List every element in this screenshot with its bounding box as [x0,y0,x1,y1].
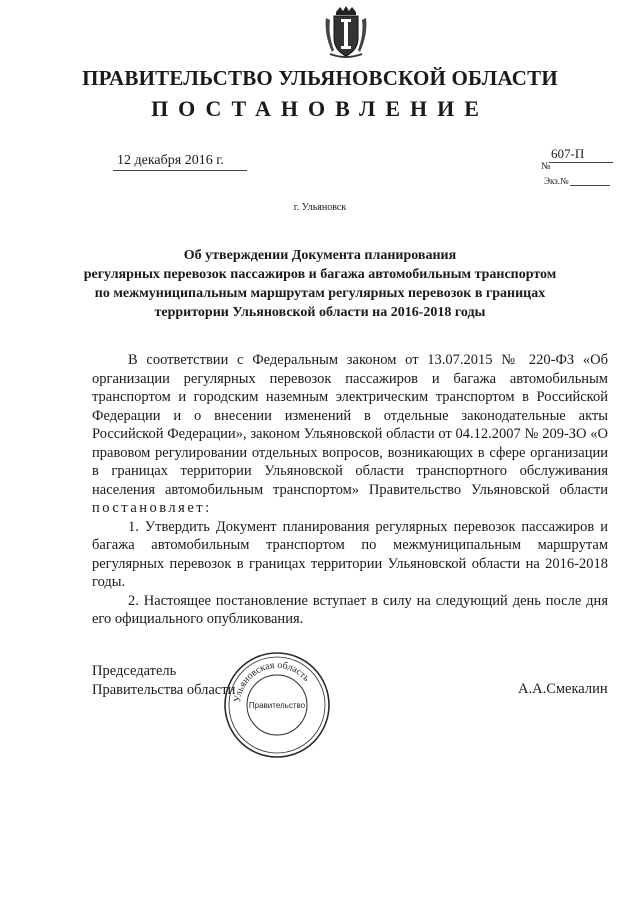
svg-text:Правительство: Правительство [248,701,306,710]
subject-line: Об утверждении Документа планирования [183,248,457,263]
official-seal-stamp [222,650,332,760]
signatory-title [92,662,235,700]
signatory-title-line: Председатель [92,663,177,679]
signatory-title-line: Правительства области [92,682,236,698]
number-sign: № [541,161,551,172]
item-1-paragraph: 1. Утвердить Документ планирования регулярных перевозок пассажиров и багажа автомобильным транспортом по межмуниципальным маршрутам регулярных перевозок в границах территории Ульяновской области на 2016-2018 годы. [92,518,608,590]
copy-number-label: Экз.№ [544,176,569,186]
government-title: ПРАВИТЕЛЬСТВО УЛЬЯНОВСКОЙ ОБЛАСТИ [82,66,558,90]
svg-text:Ульяновская область: Ульяновская область [232,659,312,704]
document-number: 607-П [549,146,613,163]
subject-line: регулярных перевозок пассажиров и багажа автомобильным транспортом [83,267,557,282]
preamble-paragraph [92,351,608,518]
document-date: 12 декабря 2016 г. [113,152,247,171]
copy-number-line [544,176,610,186]
subject-line: территории Ульяновской области на 2016-2018 годы [154,305,486,320]
preamble-text: В соответствии с Федеральным законом от 13.07.2015 № 220-ФЗ «Об организации регулярных перевозок пассажиров и багажа автомобильным транспортом и городским наземным электрическим транспортом в Российской Федерации и о внесении изменений в отдельные законодательные акты Российской Федерации», законом Ульяновской области от 04.12.2007 № 209-ЗО «О правовом регулировании отдельных вопросов, возникающих в сфере организации в границах территории Ульяновской области транспортного обслуживания населения автомобильным транспортом» Правительство Ульяновской области [92,352,608,498]
subject-line: по межмуниципальным маршрутам регулярных перевозок в границах [94,286,546,301]
resolution-subject [80,246,560,322]
city-name: г. Ульяновск [293,202,347,213]
resolution-body [92,351,608,629]
resolves-word: постановляет: [92,500,212,516]
document-type-heading: ПОСТАНОВЛЕНИЕ [151,96,489,121]
item-2-paragraph: 2. Настоящее постановление вступает в силу на следующий день после дня его официального опубликования. [92,592,608,627]
copy-number-blank [570,176,610,186]
signatory-name: А.А.Смекалин [518,681,608,697]
coat-of-arms-emblem [322,4,370,60]
